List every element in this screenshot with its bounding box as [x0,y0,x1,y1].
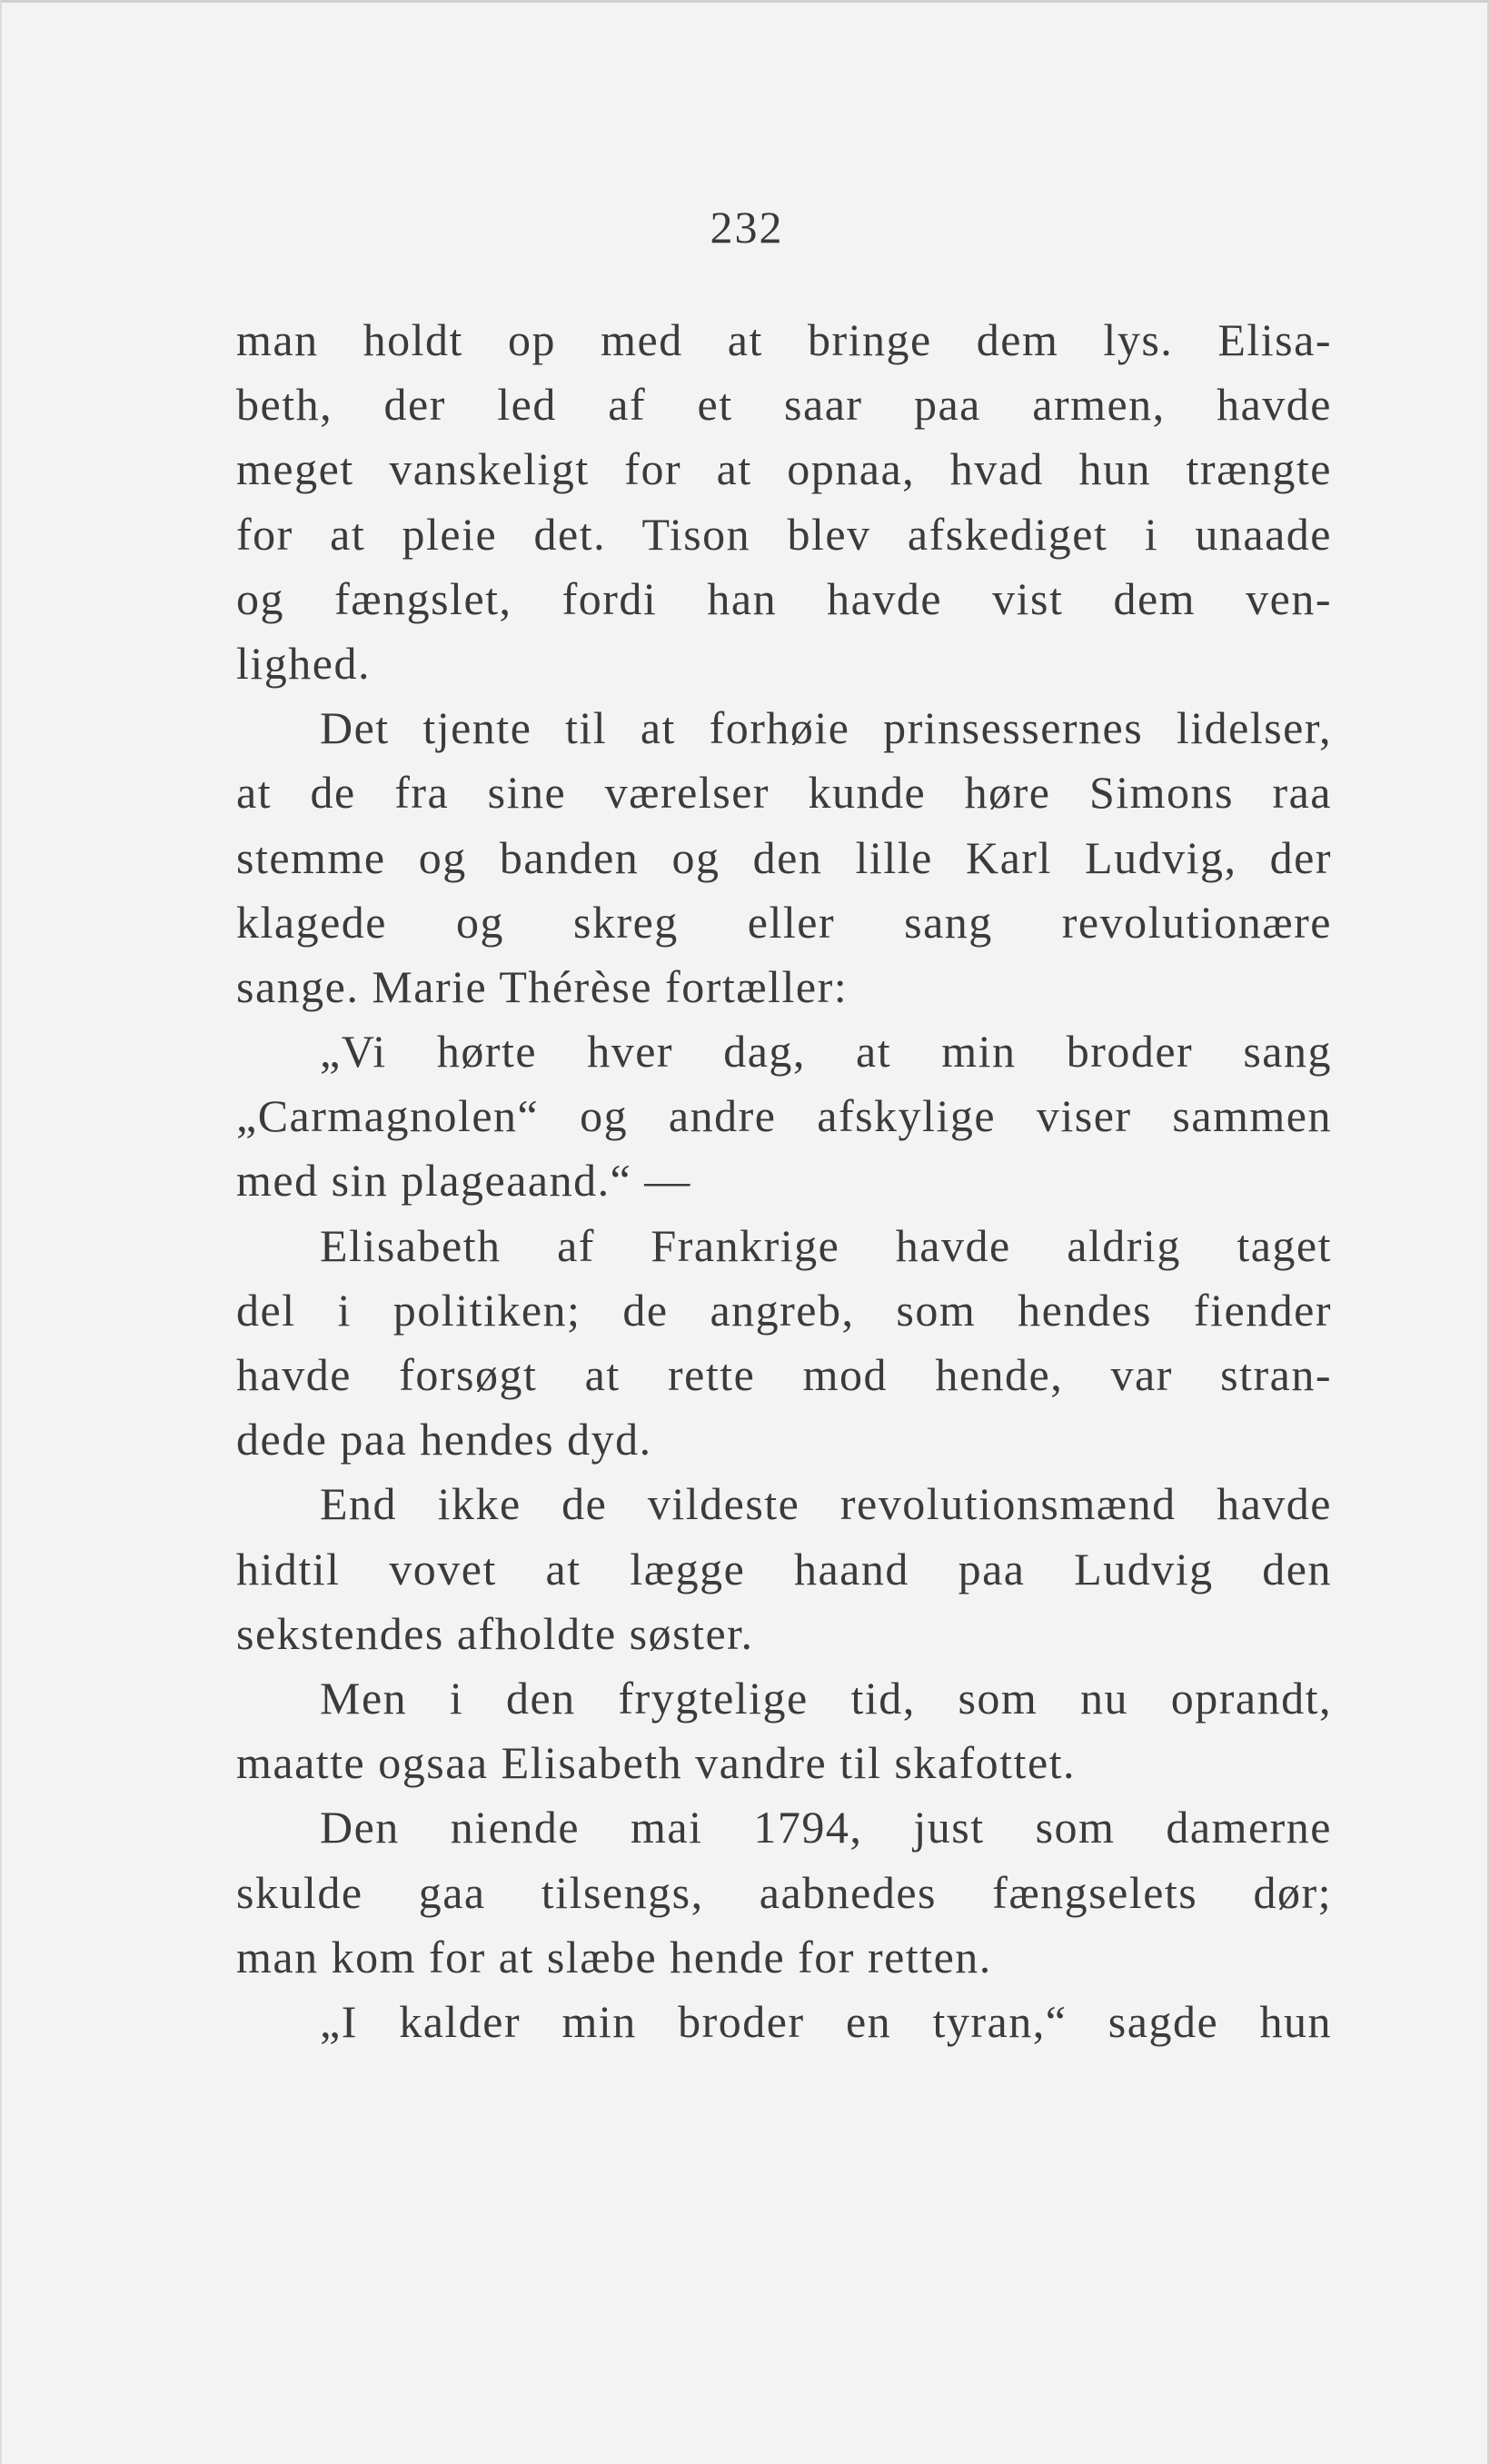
text-line: lighed. [236,637,371,689]
text-line: dede paa hendes dyd. [236,1414,652,1465]
text-line: man holdt op med at bringe dem lys. Elisa- [236,314,1332,365]
text-line: „Carmagnolen“ og andre afskylige viser sammen [236,1090,1332,1142]
text-line: for at pleie det. Tison blev afskediget i unaade [236,508,1332,560]
text-line: hidtil vovet at lægge haand paa Ludvig den [236,1543,1332,1595]
text-line: Det tjente til at forhøie prinsessernes lidelser, [320,702,1332,754]
text-line: man kom for at slæbe hende for retten. [236,1931,992,1982]
text-line: meget vanskeligt for at opnaa, hvad hun trængte [236,443,1332,495]
text-line: Den niende mai 1794, just som damerne [320,1802,1332,1853]
text-line: med sin plageaand.“ — [236,1155,691,1207]
text-line: „I kalder min broder en tyran,“ sagde hun [320,1995,1332,2047]
text-line: beth, der led af et saar paa armen, havde [236,379,1332,431]
text-line: og fængslet, fordi han havde vist dem ven- [236,572,1332,624]
text-line: klagede og skreg eller sang revolutionære [236,896,1332,948]
text-line: maatte ogsaa Elisabeth vandre til skafottet. [236,1737,1077,1789]
text-line: havde forsøgt at rette mod hende, var stran- [236,1349,1332,1400]
text-line: skulde gaa tilsengs, aabnedes fængselets dør; [236,1866,1332,1918]
page-number: 232 [710,202,784,253]
text-line: Men i den frygtelige tid, som nu oprandt, [320,1672,1332,1724]
text-line: sange. Marie Thérèse fortæller: [236,960,849,1012]
text-line: End ikke de vildeste revolutionsmænd havde [320,1478,1332,1530]
text-line: „Vi hørte hver dag, at min broder sang [320,1026,1332,1078]
text-line: stemme og banden og den lille Karl Ludvig, der [236,831,1332,883]
text-line: at de fra sine værelser kunde høre Simons raa [236,767,1332,819]
text-line: sekstendes afholdte søster. [236,1607,754,1659]
text-line: Elisabeth af Frankrige havde aldrig taget [320,1219,1332,1271]
body-text [236,308,1332,2054]
text-line: del i politiken; de angreb, som hendes fiender [236,1284,1332,1336]
